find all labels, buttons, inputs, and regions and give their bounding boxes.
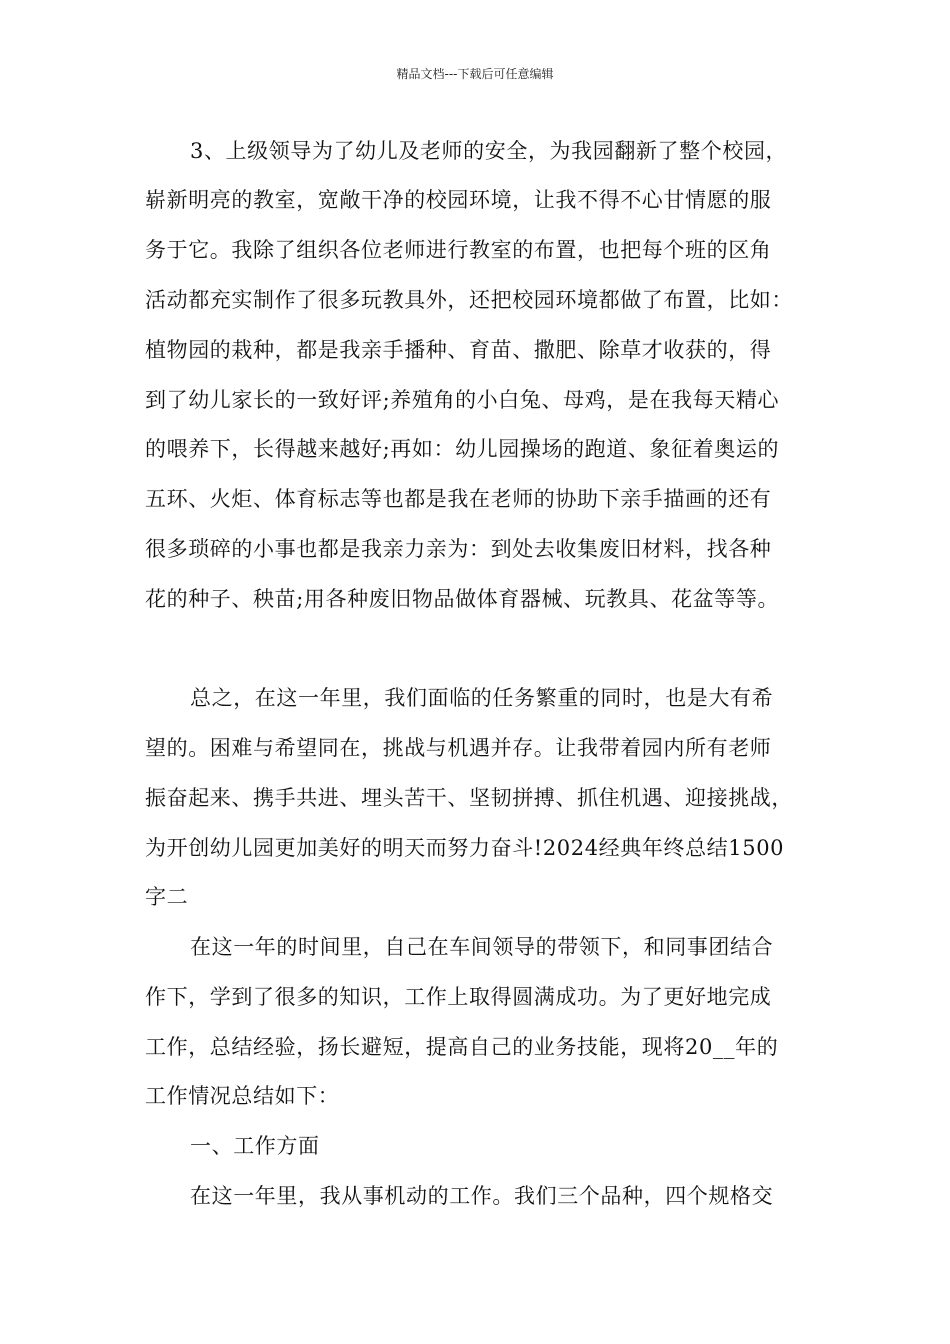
text-line: 花的种子、秧苗;用各种废旧物品做体育器械、玩教具、花盆等等。 (145, 587, 780, 611)
text-line: 的喂养下，长得越来越好;再如：幼儿园操场的跑道、象征着奥运的 (145, 437, 780, 461)
text-line: 字二 (145, 885, 189, 909)
text-line: 工作，总结经验，扬长避短，提高自己的业务技能，现将20__年的 (145, 1035, 779, 1059)
text-line: 在这一年里，我从事机动的工作。我们三个品种，四个规格交 (190, 1184, 774, 1208)
text-line: 为开创幼儿园更加美好的明天而努力奋斗!2024经典年终总结1500 (145, 836, 785, 860)
text-line: 总之，在这一年里，我们面临的任务繁重的同时，也是大有希 (190, 686, 774, 710)
text-line: 植物园的栽种，都是我亲手播种、育苗、撒肥、除草才收获的，得 (145, 338, 772, 362)
text-line: 崭新明亮的教室，宽敞干净的校园环境，让我不得不心甘情愿的服 (145, 188, 772, 212)
text-line: 五环、火炬、体育标志等也都是我在老师的协助下亲手描画的还有 (145, 487, 772, 511)
text-line: 活动都充实制作了很多玩教具外，还把校园环境都做了布置，比如： (145, 288, 793, 312)
text-line: 工作情况总结如下： (145, 1084, 340, 1108)
text-line: 3、上级领导为了幼儿及老师的安全，为我园翻新了整个校园， (190, 139, 788, 163)
section-heading: 一、工作方面 (190, 1134, 320, 1158)
text-line: 务于它。我除了组织各位老师进行教室的布置，也把每个班的区角 (145, 238, 772, 262)
text-line: 到了幼儿家长的一致好评;养殖角的小白兔、母鸡，是在我每天精心 (145, 388, 780, 412)
text-line: 振奋起来、携手共进、埋头苦干、坚韧拼搏、抓住机遇、迎接挑战， (145, 786, 793, 810)
text-line: 很多琐碎的小事也都是我亲力亲为：到处去收集废旧材料，找各种 (145, 537, 772, 561)
text-line: 望的。困难与希望同在，挑战与机遇并存。让我带着园内所有老师 (145, 736, 772, 760)
page-header: 精品文档---下载后可任意编辑 (396, 67, 554, 81)
text-line: 在这一年的时间里，自己在车间领导的带领下，和同事团结合 (190, 935, 774, 959)
text-line: 作下，学到了很多的知识，工作上取得圆满成功。为了更好地完成 (145, 985, 772, 1009)
